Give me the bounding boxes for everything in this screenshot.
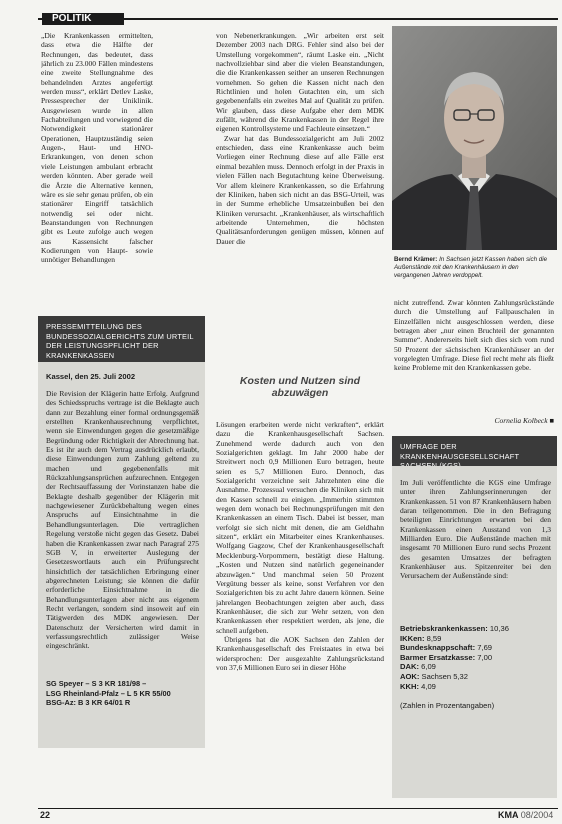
survey-heading: UMFRAGE DER KRANKENHAUSGESELLSCHAFT	[392, 436, 557, 466]
case-references	[46, 679, 199, 708]
caption-text: In Sachsen jetzt Kassen haben sich die Außenstände mit den Krankenhäusern in den vergangenen Jahren verdoppelt.	[394, 256, 548, 279]
subheading: Kosten und Nutzen sind abzuwägen	[239, 375, 361, 399]
paragraph: „Die Krankenkassen ermittelten, dass etwa die Hälfte der Rechnungen, das bedeutet, dass jährlich zu 23.000 Fällen mindestens eine zweite Stellungnahme des behandelnden Arztes angefertigt werden muss“, erklärt Detlev Laske, Pressesprecher der Uniklinik. Ausgewiesen wurde in allen Fachabteilungen und vorwiegend die Notwendigkeit stationärer Operationen, Hauptzuständig seien Augen-, Haut- und HNO-Erkrankungen, von denen schon viele Leistungen ambulant erbracht werden könnten. Aber gerade weil die Ärzte die Alternative kennen, wäre es sie sehr genau prüfen, ob ein stationärer Eingriff tatsächlich notwendig sei oder nicht. Beanstandungen von Rechnungen gibt es Leute zufolge auch wegen aus Kassensicht falscher Kodierungen von Haupt- sowie unnötiger Behandlungen	[41, 31, 153, 265]
survey-note: (Zahlen in Prozentangaben)	[400, 701, 495, 711]
author	[394, 416, 554, 425]
portrait-photo	[392, 26, 557, 250]
survey-text	[400, 478, 551, 614]
issue: 08/2004	[520, 810, 554, 820]
magazine-footer	[498, 810, 553, 820]
column-1-text	[41, 31, 153, 299]
caption-name: Bernd Krämer:	[394, 256, 438, 263]
paragraph: von Nebenerkrankungen. „Wir arbeiten erst seit Dezember 2003 nach DRG. Fehler sind also bei der Umstellung vorgekommen“, räumt Laske ein. „Nicht nachvollziehbar sind aber die vielen Beanstandungen, die die Krankenkassen seither an unseren Rechnungen vornehmen. So gehen die Kassen nicht nach den Richtlinien und holen Gutachten ein, um sich gegebenenfalls ein zweites Mal auf Qualität zu prüfen. Wir glauben, dass diese Aufgabe eher dem MDK zufällt, während die Krankenkassen in der Regel ihre eigenen Kontrollsysteme und Fachleute einsetzen.“	[216, 31, 384, 134]
stat-row: Bundesknappschaft: 7,69	[400, 643, 493, 653]
stat-row: DAK: 6,09	[400, 662, 436, 672]
press-release-box	[38, 362, 205, 748]
press-release-dateline: Kassel, den 25. Juli 2002	[46, 372, 136, 381]
column-3-text	[394, 298, 554, 410]
stat-row: KKH: 4,09	[400, 681, 436, 691]
survey-stats	[400, 624, 551, 691]
portrait-illustration	[392, 26, 557, 250]
stat-row: Betriebskrankenkassen: 10,36	[400, 624, 509, 633]
paragraph: Im Juli veröffentlichte die KGS eine Umfrage unter ihren Zahlungserinnerungen der Krankenkassen. 51 von 87 Krankenhäusern haben daran teilgenommen. Die in den Befragung beteiligten Einrichtungen erwarten bei den Krankenkassen einen Ausstand von 1,3 Milliarden Euro. Die Außenstände machen mit insgesamt 70 Millionen Euro rund sechs Prozent des gesamten Umsatzes der befragten Krankenhäuser aus. Spitzenreiter bei den Verursachern der Außenstände sind:	[400, 478, 551, 581]
footer-rule	[38, 808, 558, 809]
stat-row: AOK: Sachsen 5,32	[400, 671, 468, 681]
press-release-heading: PRESSEMITTEILUNG DES BUNDESSOZIALGERICHTS ZUM URTEIL DER LEISTUNGSPFLICHT DER KRANKENKASSEN	[38, 316, 205, 362]
photo-caption	[394, 256, 554, 280]
paragraph: Zwar hat das Bundessozialgericht am Juli 2002 entschieden, dass eine Krankenkasse auch beim Vorliegen einer Rechnung diese auf alle Fälle erst einmal bezahlen muss. Dennoch erfolgt in der Praxis in vielen Fällen nach Begutachtung keine Überweisung. Vor allem kleinere Krankenkassen, so die Erfahrung der Kliniken, haben sich nicht an das BSG-Urteil, was in der Summe erhebliche Umsatzeinbußen bei den Kliniken verursacht. „Krankenhäuser, als wirtschaftlich arbeitende Unternehmen, die höchsten Qualitätsanforderungen genügen müssen, können auf Dauer die	[216, 133, 384, 246]
survey-box	[392, 466, 557, 798]
case-reference: BSG-Az: B 3 KR 64/01 R	[46, 698, 131, 707]
press-release-text	[46, 389, 199, 671]
end-mark-icon: ■	[549, 416, 554, 425]
case-reference: SG Speyer – S 3 KR 181/98 –	[46, 679, 147, 688]
paragraph: Die Revision der Klägerin hatte Erfolg. Aufgrund des Schiedsspruchs vertrage ist die Beklagte auch dann zur Bezahlung einer formal ordnungsgemäß erstellten Krankenhausrechnung verpflichtet, wenn sie Einwendungen gegen die gesetzmäßige Begründung oder Richtigkeit der Abrechnung hat. Es ist ihr auch dem Vertrag ausdrücklich erlaubt, diese Einwendungen zum Zahlung geltend zu machen und gegebenenfalls mit Rückzahlungsansprüchen aufzurechnen. Entgegen der Rechtsauffassung der Vorinstanzen habe die Beklagte deshalb gegenüber der Klägerin mit nachgewiesener Zurückbehaltung wegen eines Anspruchs auf Einsichtnahme in die Behandlungsunterlagen. Die vertraglichen Regelung verstoße nicht gegen das Gesetz. Dabei haben die Krankenkassen zwar nach Paragraf 275 SGB V, in erweiterter Auslegung der Gesetzeswortlauts auch ein Prüfungsrecht hinsichtlich der tatsächlichen Erbringung einer abgerechneten Leistung; sie können die dafür erforderliche Einsichtnahme in die Behandlungsunterlagen aber nicht aus eigenem Recht verlangen, sondern sind insoweit auf ein Tätigwerden des MDK angewiesen. Der Datenschutz der Versicherten wird damit in verfassungsrechtlich zulässiger Weise eingeschränkt.	[46, 389, 199, 651]
case-reference: LSG Rheinland-Pfalz – L 5 KR 55/00	[46, 688, 171, 698]
paragraph: nicht zutreffend. Zwar könnten Zahlungsrückstände durch die Umstellung auf Fallpauschalen in Einzelfällen nicht ausgeschlossen werden, diese betragen aber „nur einen Bruchteil der genannten Summe“. Andererseits hielt sich dies sich vom rund 50 Prozent der sächsischen Krankenhäuser an der vorgelegten Umfrage. Diese fiel recht mehr als fließt keine Probleme mit den Krankenkassen gebe.	[394, 298, 554, 373]
paragraph: Lösungen erarbeiten werde nicht verkraften“, erklärt dazu die Krankenhausgesellschaft Sachsen. Zunehmend werde dadurch auch von den Sozialgerichten geklagt. Im Jahr 2000 habe der Streitwert noch 0,9 Millionen Euro betragen, heute seien es 5,7 Millionen Euro. Dennoch, das Sozialgericht verzeichne seit Jahrzehnten eine die Ausnahme. Prozessual versuchen die Kliniken sich mit den Kassen schnell zu einigen. „Immerhin stimmten wegen dem wonach bei Rechnungsprüfungen mit den Krankenkassen an einem Tisch. Dabei ist besser, man verfolgt sie sich nicht mit denen, die am Geldhahn sitzen“, erklärt ein Mitarbeiter eines Krankenhauses. Wolfgang Gagzow, Chef der Krankenhausgesellschaft Mecklenburg-Vorpommern, bestätigt diese Haltung. „Kosten und Nutzen sind natürlich gegeneinander abzuwägen.“ Und manchmal seien 50 Prozent Vergütung besser als keine, sonst Verfahren vor den Sozialgerichten bis zu acht Jahre dauern können. Seine jahrelangen Beobachtungen zeigten aber auch, dass Krankenhäuser, die sich zur Wehr setzen, von den Krankenkassen eher respektiert werden, als jene, die schnell aufgeben.	[216, 420, 384, 635]
paragraph: Übrigens hat die AOK Sachsen den Zahlen der Krankenhausgesellschaft des Freistaates in etwa bei widersprochen: Der ausgezahlte Zahlungsrückstand von 37,6 Millionen Euro sei in dieser Höhe	[216, 634, 384, 672]
page-number: 22	[40, 810, 51, 820]
section-header	[38, 13, 558, 25]
column-2-text-bottom	[216, 420, 384, 798]
author-name: Cornelia Kolbeck	[494, 416, 548, 425]
magazine-name: KMA	[498, 810, 519, 820]
column-2-text-top	[216, 31, 384, 358]
stat-row: IKKen: 8,59	[400, 633, 442, 643]
section-label: POLITIK	[42, 13, 124, 25]
stat-row: Barmer Ersatzkasse: 7,00	[400, 652, 493, 662]
